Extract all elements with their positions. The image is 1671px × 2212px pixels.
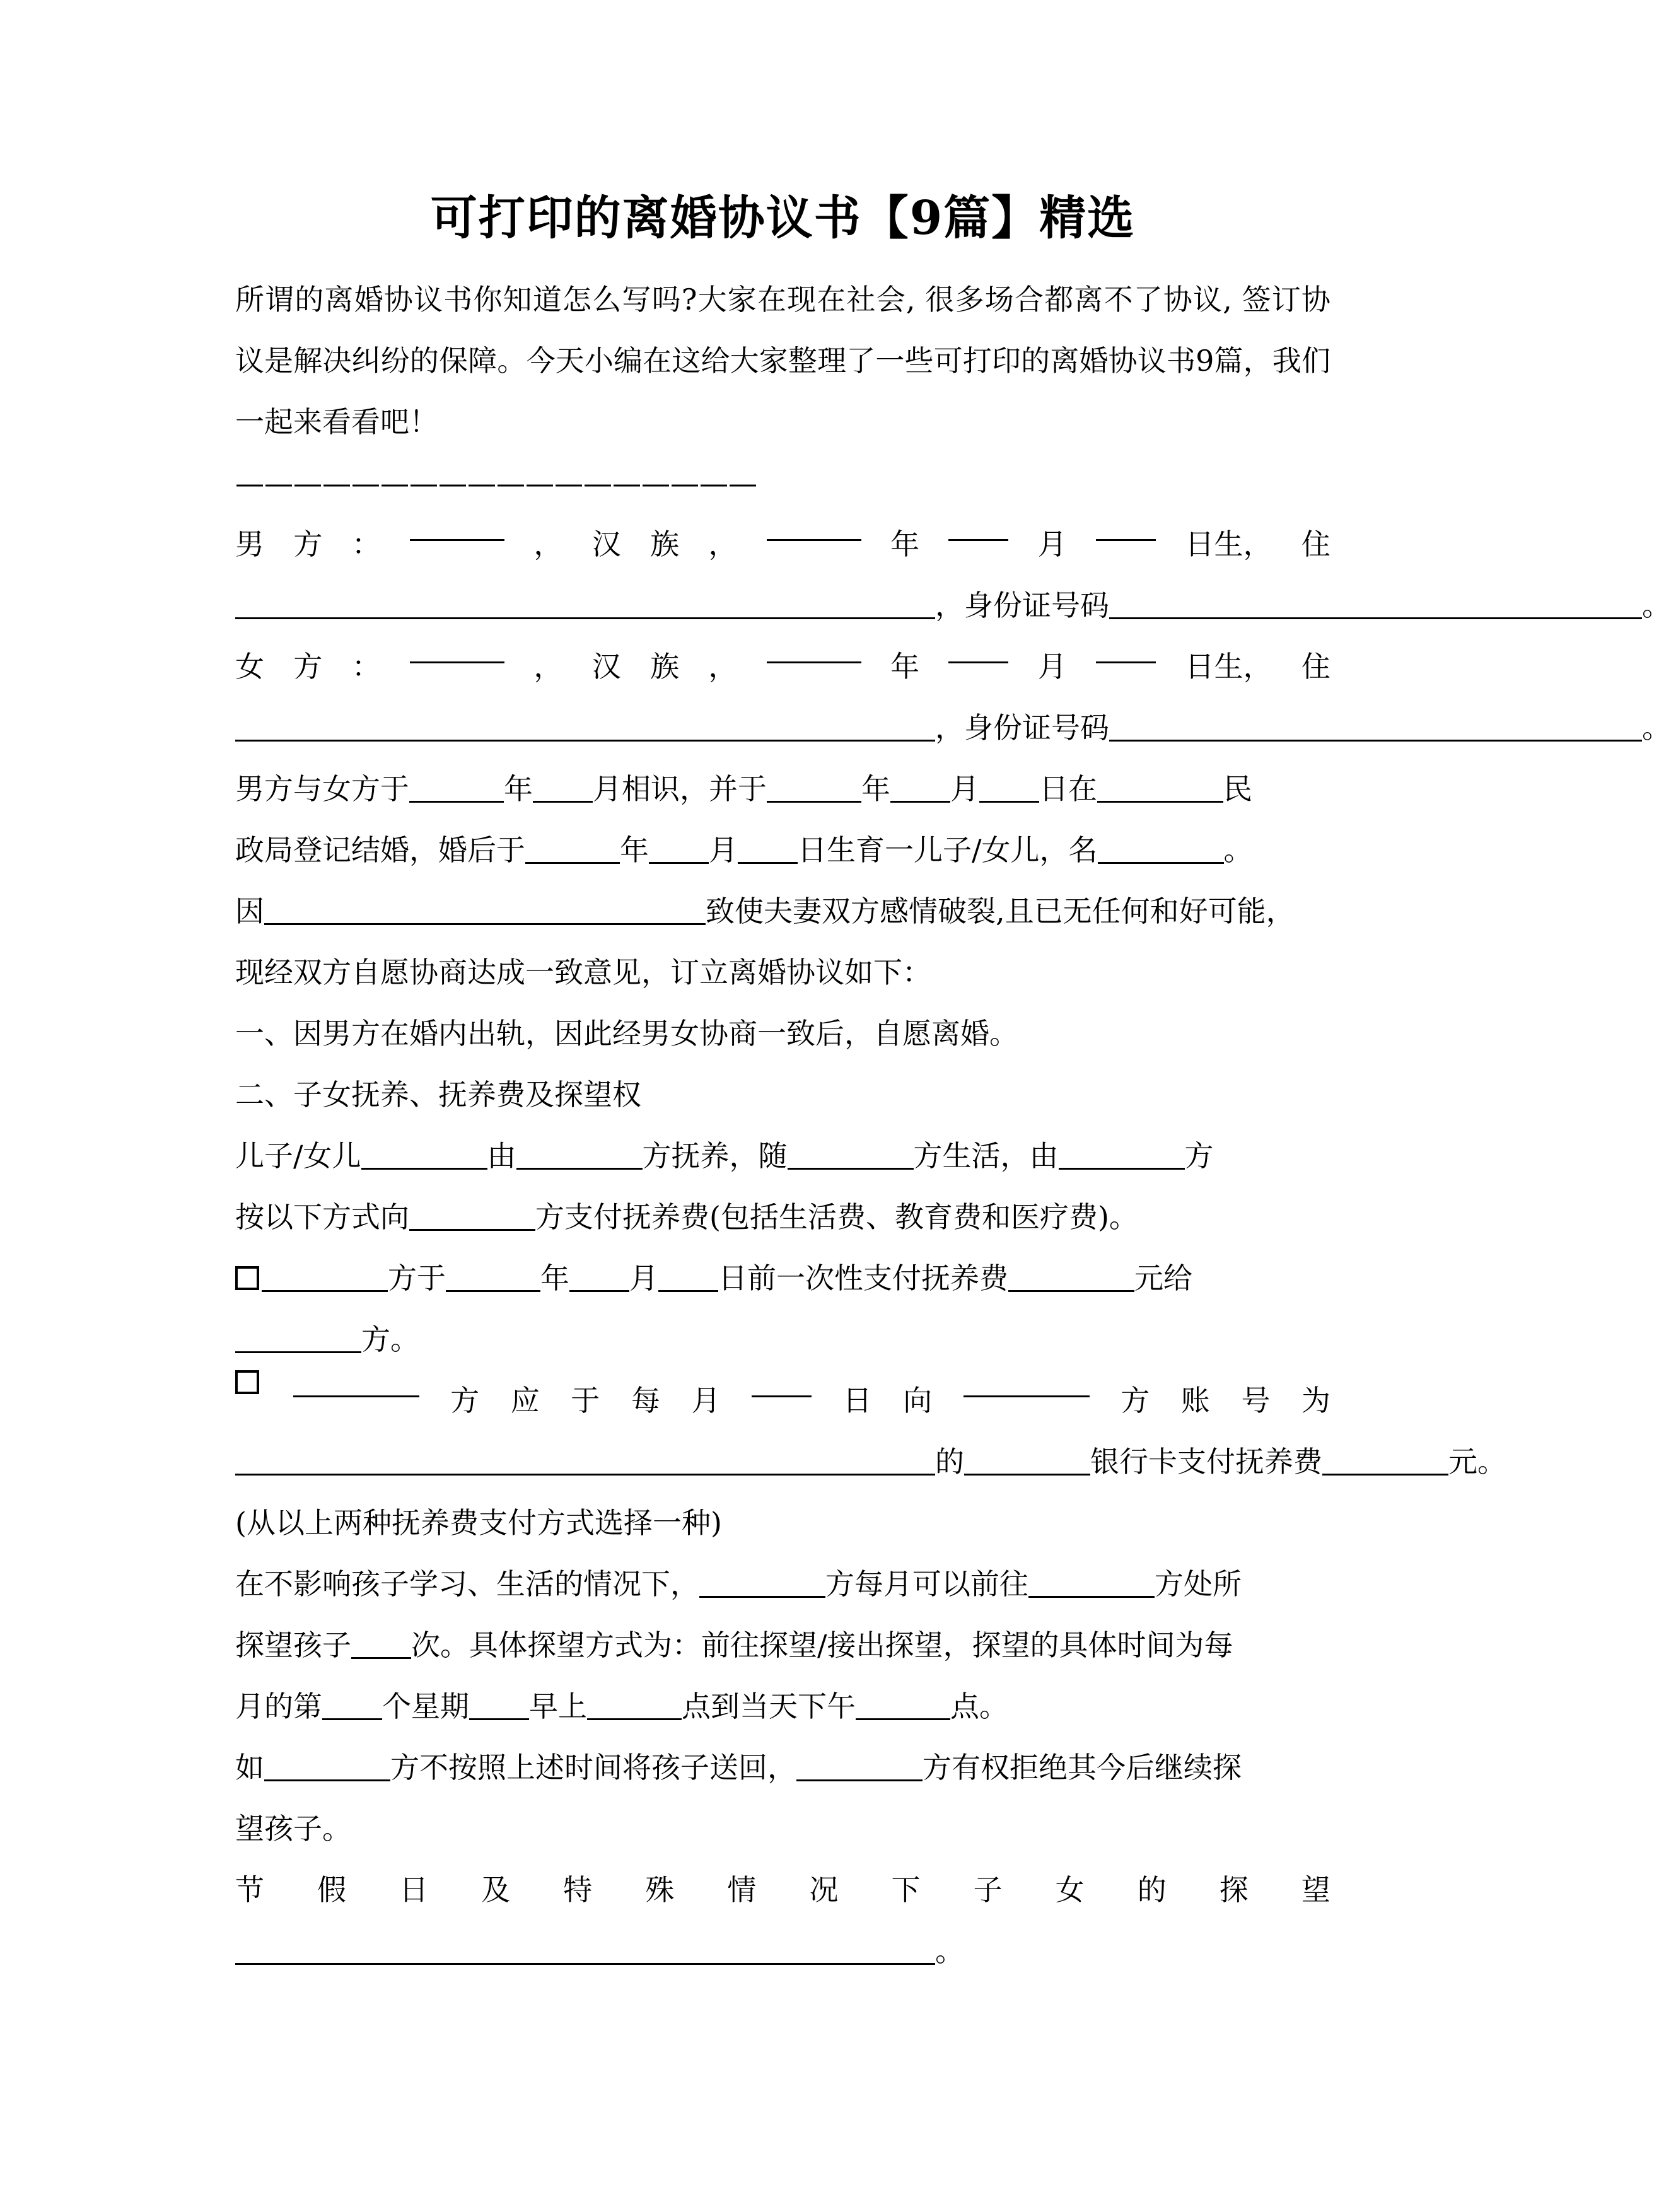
opt2-party-blank[interactable] <box>293 1370 419 1397</box>
final-period: 。 <box>935 1933 964 1968</box>
cause-line <box>235 881 1330 942</box>
pay-party-blank[interactable] <box>1059 1143 1185 1170</box>
female-comma: ， <box>533 649 563 684</box>
opt2-bank-blank[interactable] <box>964 1448 1090 1476</box>
visit-to-label: 点。 <box>950 1689 1008 1723</box>
female-birth-year-blank[interactable] <box>767 636 861 663</box>
opt2-account-blank[interactable] <box>235 1448 935 1476</box>
opt2-b: 应 <box>510 1383 540 1417</box>
marry-year-blank[interactable] <box>767 776 861 803</box>
child-which-blank[interactable] <box>361 1143 487 1170</box>
birth-day-label: 日生育一儿子/女儿，名 <box>798 832 1098 867</box>
male-label-2: 方 <box>293 527 323 561</box>
holiday-char-12: 的 <box>1137 1872 1167 1907</box>
checkbox-option-one[interactable] <box>235 1266 259 1290</box>
meet-month-label: 月相识，并于 <box>593 771 767 806</box>
male-reside: 住 <box>1301 527 1330 561</box>
birth-year-blank[interactable] <box>525 837 620 864</box>
meeting-prefix: 男方与女方于 <box>235 771 409 806</box>
intro-paragraph: 所谓的离婚协议书你知道怎么写吗?大家在现在社会, 很多场合都离不了协议, 签订协议是解决纠纷的保障。今天小编在这给大家整理了一些可打印的离婚协议书9篇，我们一起来看看吧！ <box>235 282 1330 439</box>
civil-label: 民 <box>1223 771 1252 806</box>
section-divider: —————————————————— <box>235 465 757 500</box>
birth-month-label: 月 <box>709 832 738 867</box>
holiday-char-1: 节 <box>235 1872 264 1907</box>
opt1-month-label: 月 <box>629 1260 658 1295</box>
registry-place-blank[interactable] <box>1097 776 1223 803</box>
holiday-char-11: 女 <box>1055 1872 1085 1907</box>
visitation-schedule-line <box>235 1676 1330 1737</box>
marry-month-label: 月 <box>950 771 979 806</box>
visit-monthly-label: 方每月可以前往 <box>825 1566 1028 1601</box>
male-birth-month-blank[interactable] <box>948 514 1008 541</box>
visitation-times-line <box>235 1615 1330 1676</box>
marry-month-blank[interactable] <box>890 776 950 803</box>
female-reside: 住 <box>1301 649 1330 684</box>
visit-start-hour-blank[interactable] <box>587 1693 682 1720</box>
marry-day-blank[interactable] <box>979 776 1039 803</box>
opt2-receiver-blank[interactable] <box>964 1370 1090 1397</box>
visit-morning-label: 早上 <box>529 1689 587 1723</box>
male-year: 年 <box>890 527 920 561</box>
female-year: 年 <box>890 649 920 684</box>
meet-year-blank[interactable] <box>409 776 504 803</box>
holiday-char-3: 日 <box>399 1872 429 1907</box>
child-name-blank[interactable] <box>1098 837 1224 864</box>
male-id-prefix: ，身份证号码 <box>935 588 1109 622</box>
opt1-party-label: 方于 <box>388 1260 446 1295</box>
visit-party-blank[interactable] <box>699 1571 825 1598</box>
holiday-char-2: 假 <box>317 1872 347 1907</box>
child-party: 方 <box>1184 1138 1214 1173</box>
opt2-amount-blank[interactable] <box>1322 1448 1448 1476</box>
clause-one: 一、因男方在婚内出轨，因此经男女协商一致后，自愿离婚。 <box>235 1016 1018 1051</box>
female-address-blank[interactable] <box>235 714 935 742</box>
opt2-yuan-label: 元。 <box>1448 1444 1506 1479</box>
visit-times-blank[interactable] <box>351 1632 411 1659</box>
late-party-blank[interactable] <box>264 1754 390 1781</box>
opt1-month-blank[interactable] <box>569 1265 629 1292</box>
child-live: 方生活，由 <box>913 1138 1059 1173</box>
holiday-detail-line <box>235 1921 1330 1982</box>
female-id-blank[interactable] <box>1109 714 1642 742</box>
child-raise: 方抚养，随 <box>642 1138 788 1173</box>
opt1-year-blank[interactable] <box>446 1265 540 1292</box>
female-han-2: 族 <box>650 649 680 684</box>
visit-prefix: 在不影响孩子学习、生活的情况下， <box>235 1566 699 1601</box>
visit-week-prefix: 月的第 <box>235 1689 322 1723</box>
opt2-e: 月 <box>691 1383 721 1417</box>
marry-day-label: 日在 <box>1039 771 1097 806</box>
holiday-char-6: 殊 <box>645 1872 675 1907</box>
male-id-line <box>235 575 1671 636</box>
female-month: 月 <box>1037 649 1067 684</box>
registry-prefix: 政局登记结婚，婚后于 <box>235 832 525 867</box>
male-birth-day-blank[interactable] <box>1096 514 1156 541</box>
option-two-line <box>235 1370 1330 1431</box>
cause-suffix: 致使夫妻双方感情破裂,且已无任何和好可能， <box>706 894 1295 928</box>
registry-line <box>235 820 1330 881</box>
cause-blank[interactable] <box>264 898 706 925</box>
female-id-period: 。 <box>1642 710 1671 745</box>
holiday-char-7: 情 <box>727 1872 757 1907</box>
child-prefix: 儿子/女儿 <box>235 1138 361 1173</box>
opt2-j: 号 <box>1241 1383 1271 1417</box>
agreement-intro-line: 现经双方自愿协商达成一致意见，订立离婚协议如下： <box>235 955 931 989</box>
late-return-tail-line: 望孩子。 <box>235 1811 351 1846</box>
opt2-c: 于 <box>571 1383 600 1417</box>
male-birth-year-blank[interactable] <box>767 514 861 541</box>
female-id-prefix: ，身份证号码 <box>935 710 1109 745</box>
female-birth-month-blank[interactable] <box>948 636 1008 663</box>
visit-child-label: 探望孩子 <box>235 1627 351 1662</box>
male-comma-2: ， <box>708 527 738 561</box>
female-label-1: 女 <box>235 649 264 684</box>
payment-method-line <box>235 1187 1330 1248</box>
female-label-2: 方 <box>293 649 323 684</box>
meet-month-blank[interactable] <box>533 776 593 803</box>
visitation-line <box>235 1554 1330 1615</box>
opt1-yuan-label: 元给 <box>1134 1260 1192 1295</box>
checkbox-option-two[interactable] <box>235 1370 259 1394</box>
male-han-1: 汉 <box>591 527 621 561</box>
meeting-line <box>235 759 1330 820</box>
opt2-de: 的 <box>935 1444 964 1479</box>
child-by: 由 <box>487 1138 516 1173</box>
male-comma: ， <box>533 527 563 561</box>
opt2-i: 账 <box>1180 1383 1210 1417</box>
page-title: 可打印的离婚协议书【9篇】精选 <box>430 191 1136 245</box>
late-suffix-label: 方有权拒绝其今后继续探 <box>923 1750 1242 1784</box>
choose-one-note: (从以上两种抚养费支付方式选择一种) <box>235 1505 722 1540</box>
female-name-blank[interactable] <box>410 636 504 663</box>
male-han-2: 族 <box>650 527 680 561</box>
option-one-tail-line <box>235 1309 1330 1370</box>
male-day-born: 日生， <box>1185 527 1272 561</box>
holiday-detail-blank[interactable] <box>235 1938 935 1965</box>
female-comma-2: ， <box>708 649 738 684</box>
holiday-char-13: 探 <box>1219 1872 1249 1907</box>
opt1-amount-blank[interactable] <box>1008 1265 1134 1292</box>
pay-to-party-blank[interactable] <box>409 1204 535 1231</box>
opt1-tail-label: 方。 <box>361 1322 419 1356</box>
option-two-bank-line <box>235 1431 1506 1493</box>
holiday-char-10: 子 <box>973 1872 1003 1907</box>
opt2-day-blank[interactable] <box>752 1370 812 1397</box>
visit-host-blank[interactable] <box>1028 1571 1155 1598</box>
opt2-d: 每 <box>631 1383 660 1417</box>
custody-party-blank[interactable] <box>516 1143 643 1170</box>
male-id-blank[interactable] <box>1109 592 1642 619</box>
late-other-party-blank[interactable] <box>796 1754 923 1781</box>
male-name-blank[interactable] <box>410 514 504 541</box>
meet-year-label: 年 <box>504 771 533 806</box>
male-label-1: 男 <box>235 527 264 561</box>
opt2-a: 方 <box>450 1383 480 1417</box>
female-han-1: 汉 <box>591 649 621 684</box>
female-id-line <box>235 697 1671 759</box>
visit-week-label: 个星期 <box>382 1689 469 1723</box>
opt1-party-blank[interactable] <box>262 1265 388 1292</box>
clause-two-heading: 二、子女抚养、抚养费及探望权 <box>235 1077 641 1112</box>
child-custody-line <box>235 1126 1330 1187</box>
opt2-bank-label: 银行卡支付抚养费 <box>1090 1444 1322 1479</box>
holiday-char-8: 况 <box>809 1872 839 1907</box>
visit-times-label: 次。具体探望方式为：前往探望/接出探望，探望的具体时间为每 <box>411 1627 1233 1662</box>
opt1-day-blank[interactable] <box>658 1265 718 1292</box>
female-birth-day-blank[interactable] <box>1096 636 1156 663</box>
option-one-line <box>235 1248 1330 1309</box>
late-prefix: 如 <box>235 1750 264 1784</box>
holiday-char-14: 望 <box>1301 1872 1330 1907</box>
opt2-k: 为 <box>1301 1383 1330 1417</box>
holiday-char-5: 特 <box>563 1872 593 1907</box>
opt1-day-label: 日前一次性支付抚养费 <box>718 1260 1008 1295</box>
opt2-h: 方 <box>1121 1383 1150 1417</box>
birth-month-blank[interactable] <box>649 837 709 864</box>
male-id-period: 。 <box>1642 588 1671 622</box>
opt2-f: 日 <box>842 1383 872 1417</box>
opt1-receiver-blank[interactable] <box>235 1326 361 1353</box>
male-address-blank[interactable] <box>235 592 935 619</box>
visit-place-label: 方处所 <box>1155 1566 1242 1601</box>
cause-prefix: 因 <box>235 894 264 928</box>
male-colon: ： <box>351 527 381 561</box>
female-colon: ： <box>351 649 381 684</box>
late-return-line <box>235 1737 1330 1798</box>
marry-year-label: 年 <box>861 771 890 806</box>
visit-week-number-blank[interactable] <box>322 1693 382 1720</box>
female-party-line <box>235 636 1330 697</box>
visit-from-label: 点到当天下午 <box>682 1689 856 1723</box>
registry-period: 。 <box>1223 832 1253 867</box>
male-party-line <box>235 514 1330 575</box>
birth-day-blank[interactable] <box>738 837 798 864</box>
pay-prefix: 按以下方式向 <box>235 1199 409 1234</box>
opt1-year-label: 年 <box>540 1260 569 1295</box>
opt2-g: 向 <box>903 1383 933 1417</box>
holiday-char-9: 下 <box>891 1872 921 1907</box>
visit-end-hour-blank[interactable] <box>856 1693 950 1720</box>
late-mid-label: 方不按照上述时间将孩子送回， <box>390 1750 796 1784</box>
holiday-visitation-line <box>235 1860 1330 1921</box>
male-month: 月 <box>1037 527 1067 561</box>
live-party-blank[interactable] <box>788 1143 914 1170</box>
visit-weekday-blank[interactable] <box>469 1693 529 1720</box>
holiday-char-4: 及 <box>481 1872 511 1907</box>
birth-year-label: 年 <box>620 832 649 867</box>
pay-suffix: 方支付抚养费(包括生活费、教育费和医疗费)。 <box>535 1199 1138 1234</box>
female-day-born: 日生， <box>1185 649 1272 684</box>
